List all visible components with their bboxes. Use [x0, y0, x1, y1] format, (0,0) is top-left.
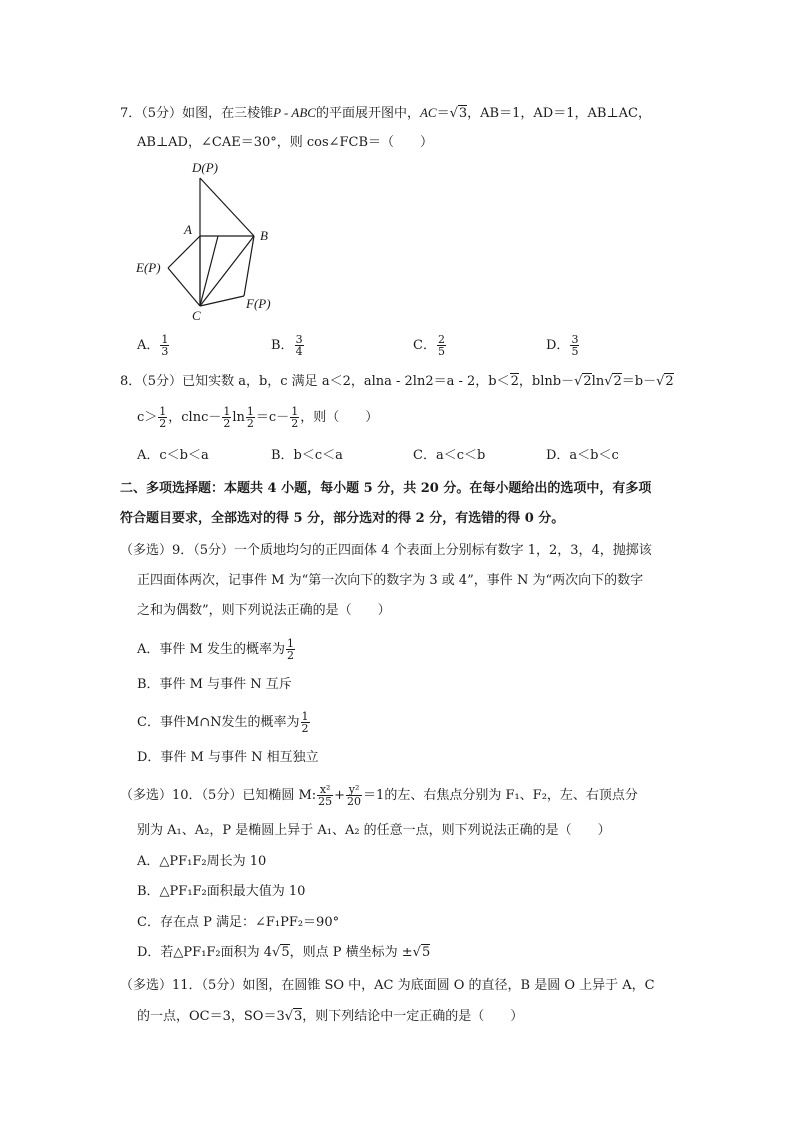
q11-line2: 的一点，OC＝3，SO＝3√3，则下列结论中一定正确的是（ ） [137, 1009, 524, 1024]
q10-line2: 别为 A₁、A₂，P 是椭圆上异于 A₁、A₂ 的任意一点，则下列说法正确的是（ ） [137, 823, 611, 838]
q9-option-c: C．事件M∩N发生的概率为 $\frac{1}{2}$ [137, 710, 309, 735]
q9-line3: 之和为偶数”，则下列说法正确的是（ ） [137, 603, 391, 618]
q7-score: （5分） [141, 106, 183, 121]
q7-number: 7． [120, 106, 142, 121]
q8-option-d: D．a＜b＜c [546, 448, 619, 463]
q7-option-a: A． $\frac{1}{3}$ [137, 333, 169, 358]
q7-text: ，AB＝1，AD＝1，AB⊥AC， [467, 106, 651, 121]
q7-line2: AB⊥AD，∠CAE＝30°，则 cos∠FCB＝（ ） [137, 135, 434, 150]
label-C: C [192, 308, 201, 323]
q7-text: 如图，在三棱锥 [182, 106, 274, 121]
q8-option-a: A．c＜b＜a [137, 448, 209, 463]
label-F: F(P) [246, 296, 271, 311]
q10-option-b: B．△PF₁F₂面积最大值为 10 [137, 884, 306, 899]
label-E: E(P) [136, 260, 161, 275]
q9-option-d: D．事件 M 与事件 N 相互独立 [137, 750, 319, 765]
q10-option-c: C．存在点 P 满足：∠F₁PF₂＝90° [137, 915, 340, 930]
q7-text: 的平面展开图中， [315, 106, 420, 121]
q7-ac: AC [419, 105, 437, 120]
q7-line1: 7．（5分）如图，在三棱锥P - ABC的平面展开图中，AC＝√3，AB＝1，AD＝1，AB⊥AC， [120, 105, 651, 121]
label-D: D(P) [192, 160, 218, 175]
q10-line1: （多选）10．（5分）已知椭圆 M: $\frac{\text{x²}}{25}$ + $\frac{\text{y²}}{20}$ ＝1的左、右焦点分别为 F₁、F₂，左、右顶点分 [120, 783, 638, 808]
q7-option-c: C． $\frac{2}{5}$ [413, 333, 445, 358]
q9-option-b: B．事件 M 与事件 N 互斥 [137, 677, 292, 692]
q11-line1: （多选）11．（5分）如图，在圆锥 SO 中，AC 为底面圆 O 的直径，B 是圆 O 上异于 A，C [120, 978, 655, 993]
q8-option-c: C．a＜c＜b [413, 448, 486, 463]
section2-heading-line1: 二、多项选择题：本题共 4 小题，每小题 5 分，共 20 分。在每小题给出的选项中，有多项 [120, 481, 652, 496]
q8-line2: c＞ $\frac{1}{2}$ ，clnc－ $\frac{1}{2}$ ln $\frac{1}{2}$ ＝c－ $\frac{1}{2}$ ，则（ ） [137, 405, 379, 430]
q7-option-d: D． $\frac{3}{5}$ [546, 333, 579, 358]
q9-option-a: A．事件 M 发生的概率为 $\frac{1}{2}$ [137, 637, 294, 662]
q7-pabc: P - ABC [273, 105, 316, 120]
q8-option-b: B．b＜c＜a [271, 448, 343, 463]
q10-option-d: D．若△PF₁F₂面积为 4√5，则点 P 横坐标为 ±√5 [137, 945, 431, 960]
q10-option-a: A．△PF₁F₂周长为 10 [137, 854, 267, 869]
q7-eq: ＝ [436, 106, 450, 121]
q8-line1: 8．（5分）已知实数 a，b，c 满足 a＜2，alna - 2ln2＝a - 2，b＜2，blnb－√2ln√2＝b－√2 [120, 374, 674, 389]
q7-option-b: B． $\frac{3}{4}$ [271, 333, 303, 358]
q9-line1: （多选）9．（5分）一个质地均匀的正四面体 4 个表面上分别标有数字 1，2，3，4，抛掷该 [120, 543, 652, 558]
q7-net-diagram [130, 158, 290, 328]
q7-sqrt3: 3 [458, 106, 468, 121]
label-A: A [184, 222, 192, 237]
section2-heading-line2: 符合题目要求，全部选对的得 5 分，部分选对的得 2 分，有选错的得 0 分。 [120, 511, 565, 526]
q9-line2: 正四面体两次，记事件 M 为“第一次向下的数字为 3 或 4”，事件 N 为“两次向下的数字 [137, 573, 644, 588]
label-B: B [260, 228, 268, 243]
